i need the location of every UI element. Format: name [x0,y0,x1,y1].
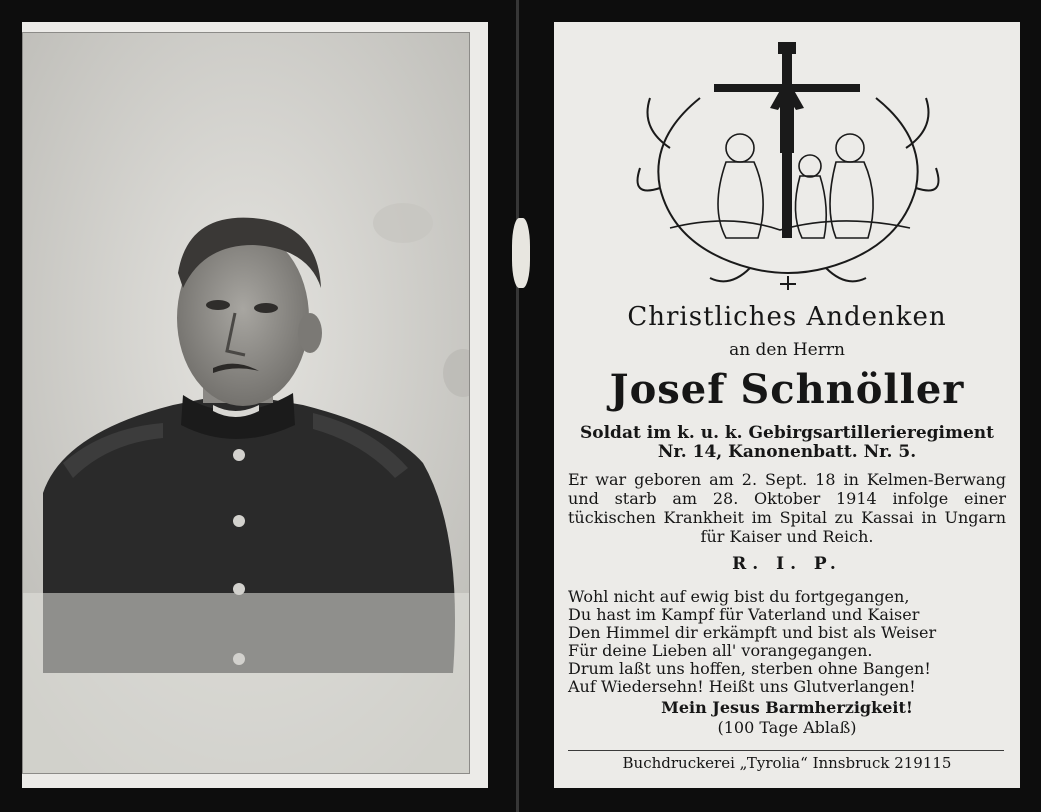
poem-line: Drum laßt uns hoffen, sterben ohne Bangen! [568,659,931,678]
deceased-name: Josef Schnöller [609,366,965,413]
memorial-text-card [554,22,1020,788]
fold-tape [512,218,530,288]
poem-line: Auf Wiedersehn! Heißt uns Glutverlangen! [568,677,916,696]
closing-prayer: Mein Jesus Barmherzigkeit! [661,698,913,717]
indulgence-note: (100 Tage Ablaß) [717,718,857,737]
portrait-card [22,22,488,788]
poem-line: Wohl nicht auf ewig bist du fortgegangen, [568,587,910,606]
portrait-image [23,33,469,773]
printer-imprint: Buchdruckerei „Tyrolia“ Innsbruck 219115 [622,754,952,772]
poem-line: Für deine Lieben all' vorangegangen. [568,641,873,660]
soldier-portrait-photo [22,32,470,774]
military-rank: Soldat im k. u. k. Gebirgsartillerieregiment Nr. 14, Kanonenbatt. Nr. 5. [579,423,994,462]
poem-line: Den Himmel dir erkämpft und bist als Weiser [568,623,937,642]
rip-label: R. I. P. [732,554,842,574]
poem-line: Du hast im Kampf für Vaterland und Kaiser [568,605,920,624]
fold-crease [516,0,519,812]
footer-divider [568,750,1004,751]
memorial-subheading: an den Herrn [729,340,845,360]
card-fold [488,0,554,812]
crucifixion-illustration [630,38,946,294]
memorial-heading: Christliches Andenken [627,302,947,332]
memorial-poem [568,588,1006,696]
biography-text: Er war geboren am 2. Sept. 18 in Kelmen-Berwang und starb am 28. Oktober 1914 infolge einer tückischen Krankheit im Spital zu Kassai in Ungarn für Kaiser und Reich. [568,470,1006,546]
